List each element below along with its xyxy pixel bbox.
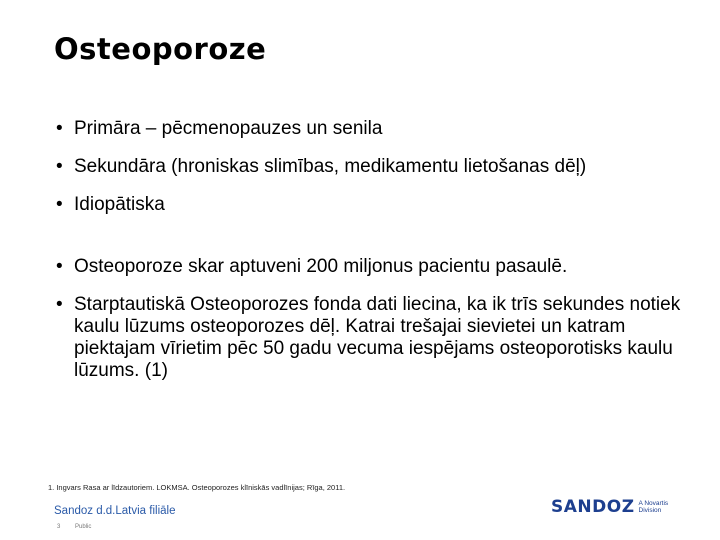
logo-wordmark: SANDOZ bbox=[551, 497, 635, 517]
logo-subtext-line1: A Novartis bbox=[638, 500, 669, 507]
bullet-text: Idiopātiska bbox=[74, 194, 165, 215]
bullet-item bbox=[54, 294, 694, 382]
bullet-item bbox=[54, 118, 694, 140]
bullet-text: Sekundāra (hroniskas slimības, medikamentu lietošanas dēļ) bbox=[74, 156, 587, 177]
footer-classification: Public bbox=[75, 524, 92, 530]
logo-subtext bbox=[639, 500, 669, 514]
bullet-text: Primāra – pēcmenopauzes un senila bbox=[74, 118, 383, 139]
slide-title: Osteoporoze bbox=[54, 32, 267, 66]
bullet-dot-icon: • bbox=[56, 294, 63, 315]
bullet-list bbox=[54, 118, 694, 398]
bullet-dot-icon: • bbox=[56, 194, 63, 215]
bullet-item bbox=[54, 194, 694, 216]
bullet-text: Osteoporoze skar aptuveni 200 miljonus pacientu pasaulē. bbox=[74, 256, 568, 277]
bullet-group-spacer bbox=[54, 232, 694, 256]
bullet-dot-icon: • bbox=[56, 156, 63, 177]
bullet-item bbox=[54, 156, 694, 178]
bullet-text: Starptautiskā Osteoporozes fonda dati liecina, ka ik trīs sekundes notiek kaulu lūzums osteoporozes dēļ. Katrai trešajai sievietei un katram piektajam vīrietim pēc 50 gadu vecuma iespējams osteoporotisks kaulu lūzums. (1) bbox=[74, 294, 681, 381]
sandoz-logo bbox=[551, 497, 668, 517]
bullet-item bbox=[54, 256, 694, 278]
bullet-dot-icon: • bbox=[56, 118, 63, 139]
footer-company-name: Sandoz d.d.Latvia filiāle bbox=[54, 505, 176, 517]
footnote-reference: 1. Ingvars Rasa ar līdzautoriem. LOKMSA. Osteoporozes klīniskās vadlīnijas; Rīga, 2011. bbox=[48, 483, 346, 492]
footer-page-number: 3 bbox=[57, 524, 61, 530]
logo-subtext-line2: Division bbox=[638, 507, 662, 514]
bullet-dot-icon: • bbox=[56, 256, 63, 277]
